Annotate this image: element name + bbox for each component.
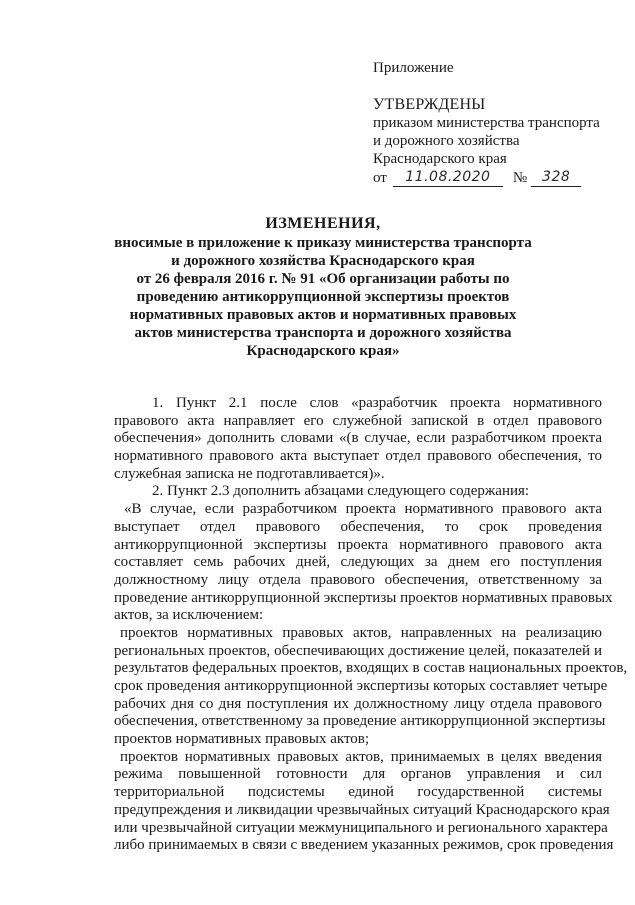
body-line: предупреждения и ликвидации чрезвычайных ситуаций Краснодарского края	[114, 801, 610, 818]
body-line: региональных проектов, обеспечивающих достижение целей, показателей и	[114, 642, 602, 659]
subtitle-line: и дорожного хозяйства Краснодарского края	[171, 253, 475, 269]
document-heading: ИЗМЕНЕНИЯ,	[265, 215, 381, 232]
approval-block	[373, 59, 613, 187]
body-line: 2. Пункт 2.3 дополнить абзацами следующего содержания:	[152, 483, 530, 500]
order-date: 11.08.2020	[393, 169, 503, 187]
title-block	[100, 214, 546, 360]
body-line: служебная записка не подготавливается)».	[114, 465, 385, 482]
body-line: нормативного правового акта выступает отдел правового обеспечения, то	[114, 448, 602, 465]
appendix-label: Приложение	[373, 60, 454, 76]
body-line: выступает отдел правового обеспечения, то срок проведения	[114, 518, 602, 535]
body-line: территориальной подсистемы единой государственной системы	[114, 784, 602, 801]
approval-line: Краснодарского края	[373, 151, 507, 167]
approval-line: приказом министерства транспорта	[373, 115, 600, 131]
document-body	[114, 395, 628, 855]
document-subtitle	[100, 234, 546, 360]
body-line: режима повышенной готовности для органов управления и сил	[114, 766, 602, 783]
subtitle-line: Краснодарского края»	[246, 343, 400, 359]
order-number: 328	[531, 169, 581, 187]
order-reference	[373, 169, 613, 187]
body-line: рабочих дня со дня поступления их должностному лицу отдела правового	[114, 695, 602, 712]
body-line: антикоррупционной экспертизы проекта нормативного правового акта	[114, 536, 602, 553]
body-line: обеспечения» дополнить словами «(в случае, если разработчиком проекта	[114, 430, 602, 447]
approval-line: и дорожного хозяйства	[373, 133, 520, 149]
body-line: правового акта направляет его служебной запиской в отдел правового	[114, 412, 602, 429]
body-line: «В случае, если разработчиком проекта нормативного правового акта	[124, 501, 602, 518]
subtitle-line: проведению антикоррупционной экспертизы проектов	[136, 289, 510, 305]
body-line: проведение антикоррупционной экспертизы проектов нормативных правовых	[114, 589, 613, 606]
body-line: 1. Пункт 2.1 после слов «разработчик проекта нормативного	[152, 395, 602, 411]
subtitle-line: вносимые в приложение к приказу министерства транспорта	[114, 235, 532, 251]
subtitle-line: от 26 февраля 2016 г. № 91 «Об организации работы по	[136, 271, 510, 287]
body-line: должностному лицу отдела правового обеспечения, ответственному за	[114, 571, 602, 588]
body-line: результатов федеральных проектов, входящих в состав национальных проектов,	[114, 660, 628, 677]
subtitle-line: нормативных правовых актов и нормативных правовых	[129, 307, 517, 323]
number-prefix: №	[512, 170, 528, 186]
body-line: проектов нормативных правовых актов, принимаемых в целях введения	[120, 748, 602, 765]
body-line: либо принимаемых в связи с введением указанных режимов, срок проведения	[114, 837, 614, 854]
body-line: проектов нормативных правовых актов;	[114, 731, 370, 748]
body-line: проектов нормативных правовых актов, направленных на реализацию	[120, 624, 602, 641]
body-line: обеспечения, ответственному за проведение антикоррупционной экспертизы	[114, 713, 606, 730]
body-line: или чрезвычайной ситуации межмуниципального и регионального характера	[114, 819, 608, 836]
approved-label: УТВЕРЖДЕНЫ	[373, 96, 486, 113]
body-line: составляет семь рабочих дней, следующих за днем его поступления	[114, 554, 602, 571]
body-line: срок проведения антикоррупционной экспертизы которых составляет четыре	[114, 678, 608, 694]
date-prefix: от	[373, 170, 387, 186]
body-line: актов, за исключением:	[114, 607, 264, 624]
subtitle-line: актов министерства транспорта и дорожного хозяйства	[134, 325, 512, 341]
